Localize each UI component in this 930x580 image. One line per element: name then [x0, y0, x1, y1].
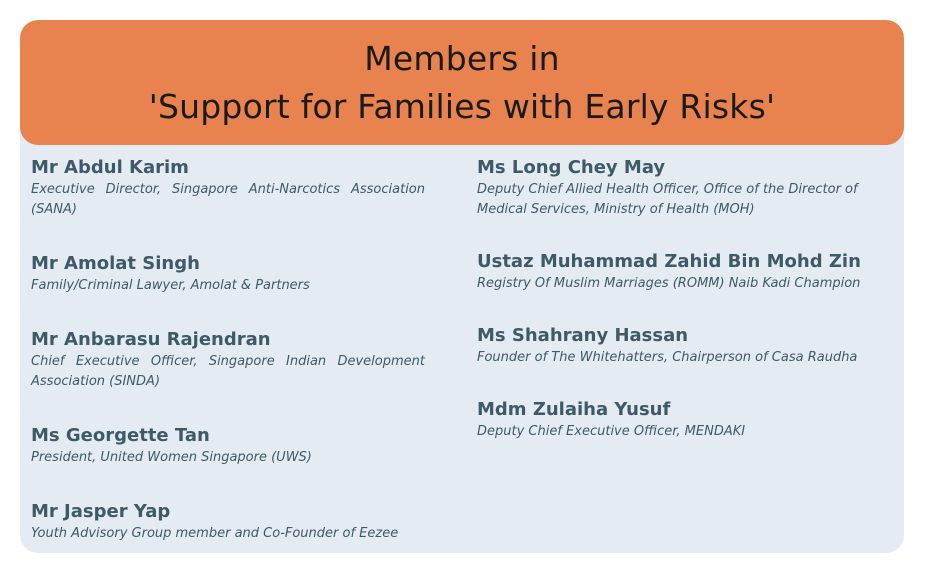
member-role: Youth Advisory Group member and Co-Founder of Eezee: [31, 526, 399, 541]
title-line-2: 'Support for Families with Early Risks': [148, 86, 776, 126]
member-role: President, United Women Singapore (UWS): [31, 450, 312, 465]
member-shahrany-hassan: [477, 324, 877, 368]
member-role: Chief Executive Officer, Singapore Indian Development Association (SINDA): [31, 354, 425, 389]
members-card: [20, 20, 904, 553]
member-name: Ms Long Chey May: [477, 157, 666, 178]
member-amolat-singh: [31, 252, 425, 296]
member-role: Founder of The Whitehatters, Chairperson of Casa Raudha: [477, 350, 858, 365]
member-role: Deputy Chief Allied Health Officer, Office of the Director of Medical Services, Ministry of Health (MOH): [477, 182, 858, 217]
member-name: Mr Abdul Karim: [31, 157, 189, 178]
member-name: Mr Anbarasu Rajendran: [31, 329, 271, 350]
member-name: Ms Georgette Tan: [31, 425, 210, 446]
member-name: Mr Amolat Singh: [31, 253, 200, 274]
member-long-chey-may: [477, 156, 877, 220]
member-name: Ustaz Muhammad Zahid Bin Mohd Zin: [477, 251, 861, 272]
title-line-1: Members in: [364, 38, 560, 78]
member-muhammad-zahid: [477, 250, 877, 294]
member-abdul-karim: [31, 156, 425, 220]
member-role: Family/Criminal Lawyer, Amolat & Partners: [31, 278, 310, 293]
member-name: Mr Jasper Yap: [31, 501, 171, 522]
member-role: Registry Of Muslim Marriages (ROMM) Naib Kadi Champion: [477, 276, 861, 291]
member-jasper-yap: [31, 500, 425, 544]
member-zulaiha-yusuf: [477, 398, 877, 442]
member-role: Executive Director, Singapore Anti-Narcotics Association (SANA): [31, 182, 425, 217]
member-role: Deputy Chief Executive Officer, MENDAKI: [477, 424, 746, 439]
member-name: Mdm Zulaiha Yusuf: [477, 399, 671, 420]
title-banner: [20, 20, 904, 145]
member-georgette-tan: [31, 424, 425, 468]
member-anbarasu-rajendran: [31, 328, 425, 392]
member-name: Ms Shahrany Hassan: [477, 325, 689, 346]
